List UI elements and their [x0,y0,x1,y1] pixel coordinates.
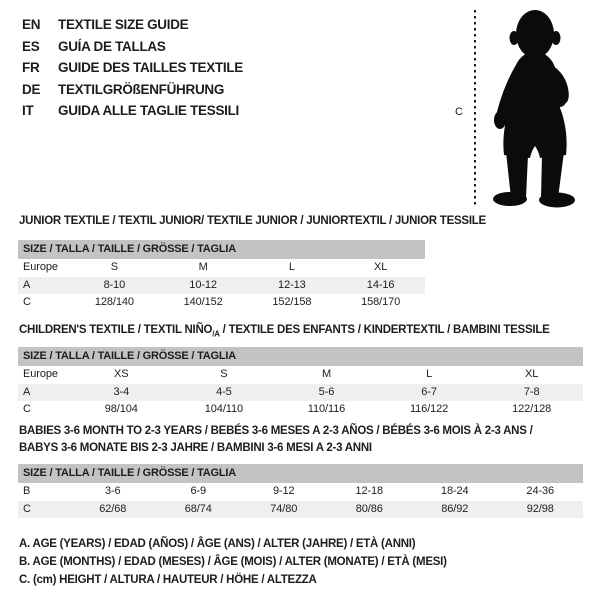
height-cell: 104/110 [204,403,244,415]
language-label: TEXTILE SIZE GUIDE [58,17,189,32]
height-measure-dotted-line [474,10,476,207]
language-row [22,36,243,58]
age-cell: 5-6 [318,385,335,398]
language-code: EN [22,17,41,32]
babies-size-table [18,464,583,518]
table-row-height [18,501,583,519]
height-cell: 128/140 [94,296,134,308]
table-row-age-months [18,483,583,501]
size-cell: M [321,368,332,380]
row-label: C [23,403,31,415]
language-row [22,79,243,101]
table-row-height [18,294,425,312]
row-label: Europe [23,368,58,380]
legend-footnotes [19,535,447,589]
height-cell: 152/158 [272,296,312,308]
table-row-europe [18,366,583,384]
title-subscript: /A [212,329,220,339]
table-row-europe [18,259,425,277]
size-cell: S [110,261,118,273]
height-cell: 116/122 [409,403,449,415]
toddler-silhouette-icon [483,8,593,208]
table-row-age [18,384,583,402]
children-size-table [18,347,583,419]
size-cell: S [220,368,228,380]
height-cell: 74/80 [270,502,298,515]
age-cell: 3-6 [104,485,121,497]
row-label: A [23,385,31,398]
height-cell: 62/68 [99,502,127,515]
title-line-1: BABIES 3-6 MONTH TO 2-3 YEARS / BEBÉS 3-6 MESES A 2-3 AÑOS / BÉBÉS 3-6 MOIS À 2-3 ANS / [19,425,533,437]
row-label: C [23,502,31,515]
age-cell: 12-13 [278,278,306,291]
age-cell: 8-10 [103,278,126,291]
language-list [22,14,243,122]
language-label: GUIDE DES TAILLES TEXTILE [58,60,244,75]
language-label: GUIDA ALLE TAGLIE TESSILI [58,103,239,118]
title-text: CHILDREN'S TEXTILE / TEXTIL NIÑO [19,324,213,336]
row-label: A [23,278,31,291]
size-cell: XL [525,368,539,380]
table-header-bar: SIZE / TALLA / TAILLE / GRÖSSE / TAGLIA [18,464,583,483]
age-cell: 3-4 [113,385,130,398]
height-cell: 122/128 [512,403,552,415]
measure-label-c: C [455,106,463,118]
age-cell: 6-9 [190,485,207,497]
section-title-children [19,322,550,343]
language-code: ES [22,38,40,54]
title-line-2: BABYS 3-6 MONATE BIS 2-3 JAHRE / BAMBINI 3-6 MESI A 2-3 ANNI [19,441,372,454]
age-cell: 18-24 [440,485,469,497]
title-text: / TEXTILE DES ENFANTS / KINDERTEXTIL / BAMBINI TESSILE [219,324,550,336]
section-title-junior: JUNIOR TEXTILE / TEXTIL JUNIOR/ TEXTILE JUNIOR / JUNIORTEXTIL / JUNIOR TESSILE [19,215,486,227]
table-header-bar: SIZE / TALLA / TAILLE / GRÖSSE / TAGLIA [18,240,425,259]
footnote-a: A. AGE (YEARS) / EDAD (AÑOS) / ÂGE (ANS) / ALTER (JAHRE) / ETÀ (ANNI) [19,538,416,550]
height-cell: 98/104 [104,403,138,415]
language-label: GUÍA DE TALLAS [58,38,166,54]
table-row-age [18,277,425,295]
height-cell: 80/86 [355,502,383,515]
size-cell: L [426,368,433,380]
language-row [22,57,243,79]
table-header-bar: SIZE / TALLA / TAILLE / GRÖSSE / TAGLIA [18,347,583,366]
footnote-c: C. (cm) HEIGHT / ALTURA / HAUTEUR / HÖHE / ALTEZZA [19,574,317,586]
language-label: TEXTILGRÖßENFÜHRUNG [58,81,225,97]
language-row [22,100,243,122]
height-cell: 158/170 [361,296,401,308]
table-row-height [18,401,583,419]
age-cell: 14-16 [366,278,395,291]
size-cell: M [198,261,208,273]
row-label: C [23,296,31,308]
age-cell: 9-12 [272,485,295,497]
language-code: DE [22,81,41,97]
language-code: FR [22,60,40,75]
section-title-babies [19,423,533,456]
size-cell: L [288,261,295,273]
height-cell: 86/92 [441,502,469,515]
junior-size-table [18,240,425,312]
height-cell: 68/74 [184,502,212,515]
height-cell: 140/152 [183,296,223,308]
size-cell: XL [373,261,388,273]
size-cell: XS [114,368,129,380]
age-cell: 6-7 [421,385,437,398]
age-cell: 4-5 [216,385,232,398]
age-cell: 24-36 [526,485,555,497]
footnote-b: B. AGE (MONTHS) / EDAD (MESES) / ÂGE (MOIS) / ALTER (MONATE) / ETÀ (MESI) [19,556,447,568]
row-label: B [23,485,31,497]
height-cell: 110/116 [307,403,346,415]
age-cell: 12-18 [355,485,384,497]
language-row [22,14,243,36]
row-label: Europe [23,261,58,273]
age-cell: 7-8 [523,385,540,398]
age-cell: 10-12 [189,278,217,291]
language-code: IT [22,103,34,118]
height-cell: 92/98 [526,502,554,515]
